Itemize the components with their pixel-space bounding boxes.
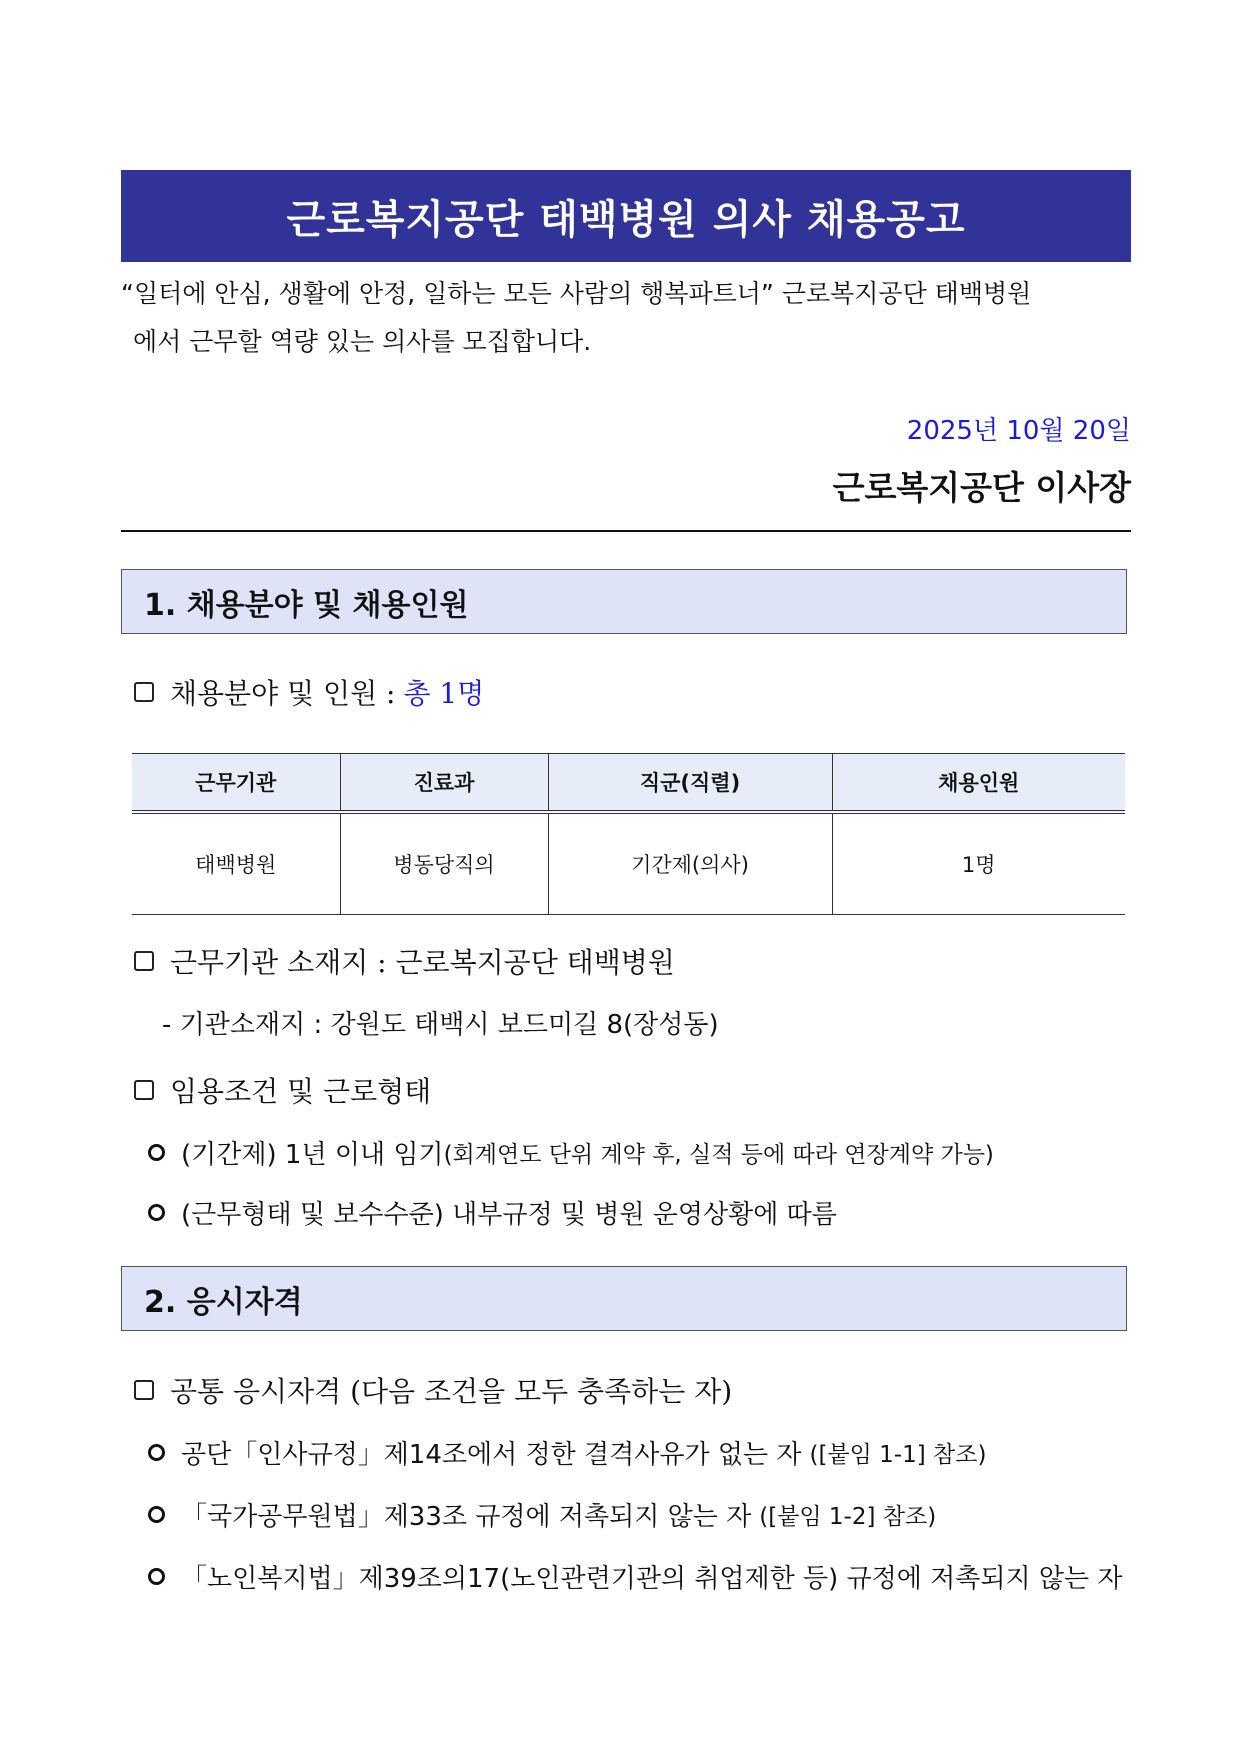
qualification-3-text: 「노인복지법」제39조의17(노인관련기관의 취업제한 등) 규정에 저촉되지 않는 자 (181, 1564, 1123, 1594)
qualification-1-main: 공단「인사규정」제14조에서 정한 결격사유가 없는 자 (181, 1440, 802, 1470)
common-qualification-label: 공통 응시자격 (다음 조건을 모두 충족하는 자) (170, 1375, 733, 1408)
page-title: 근로복지공단 태백병원 의사 채용공고 (286, 196, 966, 243)
table-cell: 병동당직의 (340, 812, 548, 915)
location-item (134, 941, 675, 981)
location-label: 근무기관 소재지 : 근로복지공단 태백병원 (170, 946, 675, 979)
qualification-1 (148, 1434, 986, 1471)
table-header: 직군(직렬) (548, 754, 832, 813)
section-1-heading (121, 569, 1127, 634)
circle-bullet-icon (148, 1444, 165, 1461)
table-header: 근무기관 (132, 754, 340, 813)
divider (121, 530, 1131, 532)
condition-2 (148, 1194, 837, 1231)
recruit-count: 총 1명 (403, 677, 485, 710)
condition-1 (148, 1134, 994, 1171)
section-1-title: 1. 채용분야 및 채용인원 (144, 587, 469, 623)
qualification-2 (148, 1496, 936, 1533)
common-qualification-item (134, 1370, 732, 1410)
checkbox-square-icon (134, 951, 154, 971)
location-detail: - 기관소재지 : 강원도 태백시 보드미길 8(장성동) (162, 1010, 719, 1040)
intro-line-1: “일터에 안심, 생활에 안정, 일하는 모든 사람의 행복파트너” 근로복지공단 태백병원 (121, 279, 1032, 308)
title-banner (121, 170, 1131, 262)
qualification-1-note: ([붙임 1-1] 참조) (809, 1442, 987, 1468)
announcement-date: 2025년 10월 20일 (906, 416, 1131, 446)
table-cell: 기간제(의사) (548, 812, 832, 915)
table-header-row (132, 754, 1125, 813)
table-cell: 태백병원 (132, 812, 340, 915)
section-2-title: 2. 응시자격 (144, 1284, 303, 1320)
condition-1-main: (기간제) 1년 이내 임기 (181, 1140, 444, 1170)
circle-bullet-icon (148, 1204, 165, 1221)
circle-bullet-icon (148, 1144, 165, 1161)
recruit-field-label: 채용분야 및 인원 : (170, 677, 396, 710)
checkbox-square-icon (134, 1080, 154, 1100)
table-header: 진료과 (340, 754, 548, 813)
table-header: 채용인원 (832, 754, 1125, 813)
conditions-item (134, 1070, 431, 1110)
conditions-label: 임용조건 및 근로형태 (170, 1075, 432, 1108)
circle-bullet-icon (148, 1506, 165, 1523)
condition-2-text: (근무형태 및 보수수준) 내부규정 및 병원 운영상황에 따름 (181, 1200, 837, 1230)
qualification-2-main: 「국가공무원법」제33조 규정에 저촉되지 않는 자 (181, 1502, 752, 1532)
qualification-2-note: ([붙임 1-2] 참조) (759, 1504, 937, 1530)
table-row (132, 812, 1125, 915)
intro-paragraph (121, 270, 1131, 366)
checkbox-square-icon (134, 682, 154, 702)
recruit-field-item (134, 672, 484, 712)
condition-1-note: (회계연도 단위 계약 후, 실적 등에 따라 연장계약 가능) (443, 1142, 994, 1168)
issuer: 근로복지공단 이사장 (832, 468, 1131, 507)
table-cell: 1명 (832, 812, 1125, 915)
qualification-3 (148, 1558, 1123, 1595)
checkbox-square-icon (134, 1380, 154, 1400)
circle-bullet-icon (148, 1568, 165, 1585)
intro-line-2: 에서 근무할 역량 있는 의사를 모집합니다. (133, 327, 592, 356)
recruit-table (132, 753, 1125, 915)
section-2-heading (121, 1266, 1127, 1331)
